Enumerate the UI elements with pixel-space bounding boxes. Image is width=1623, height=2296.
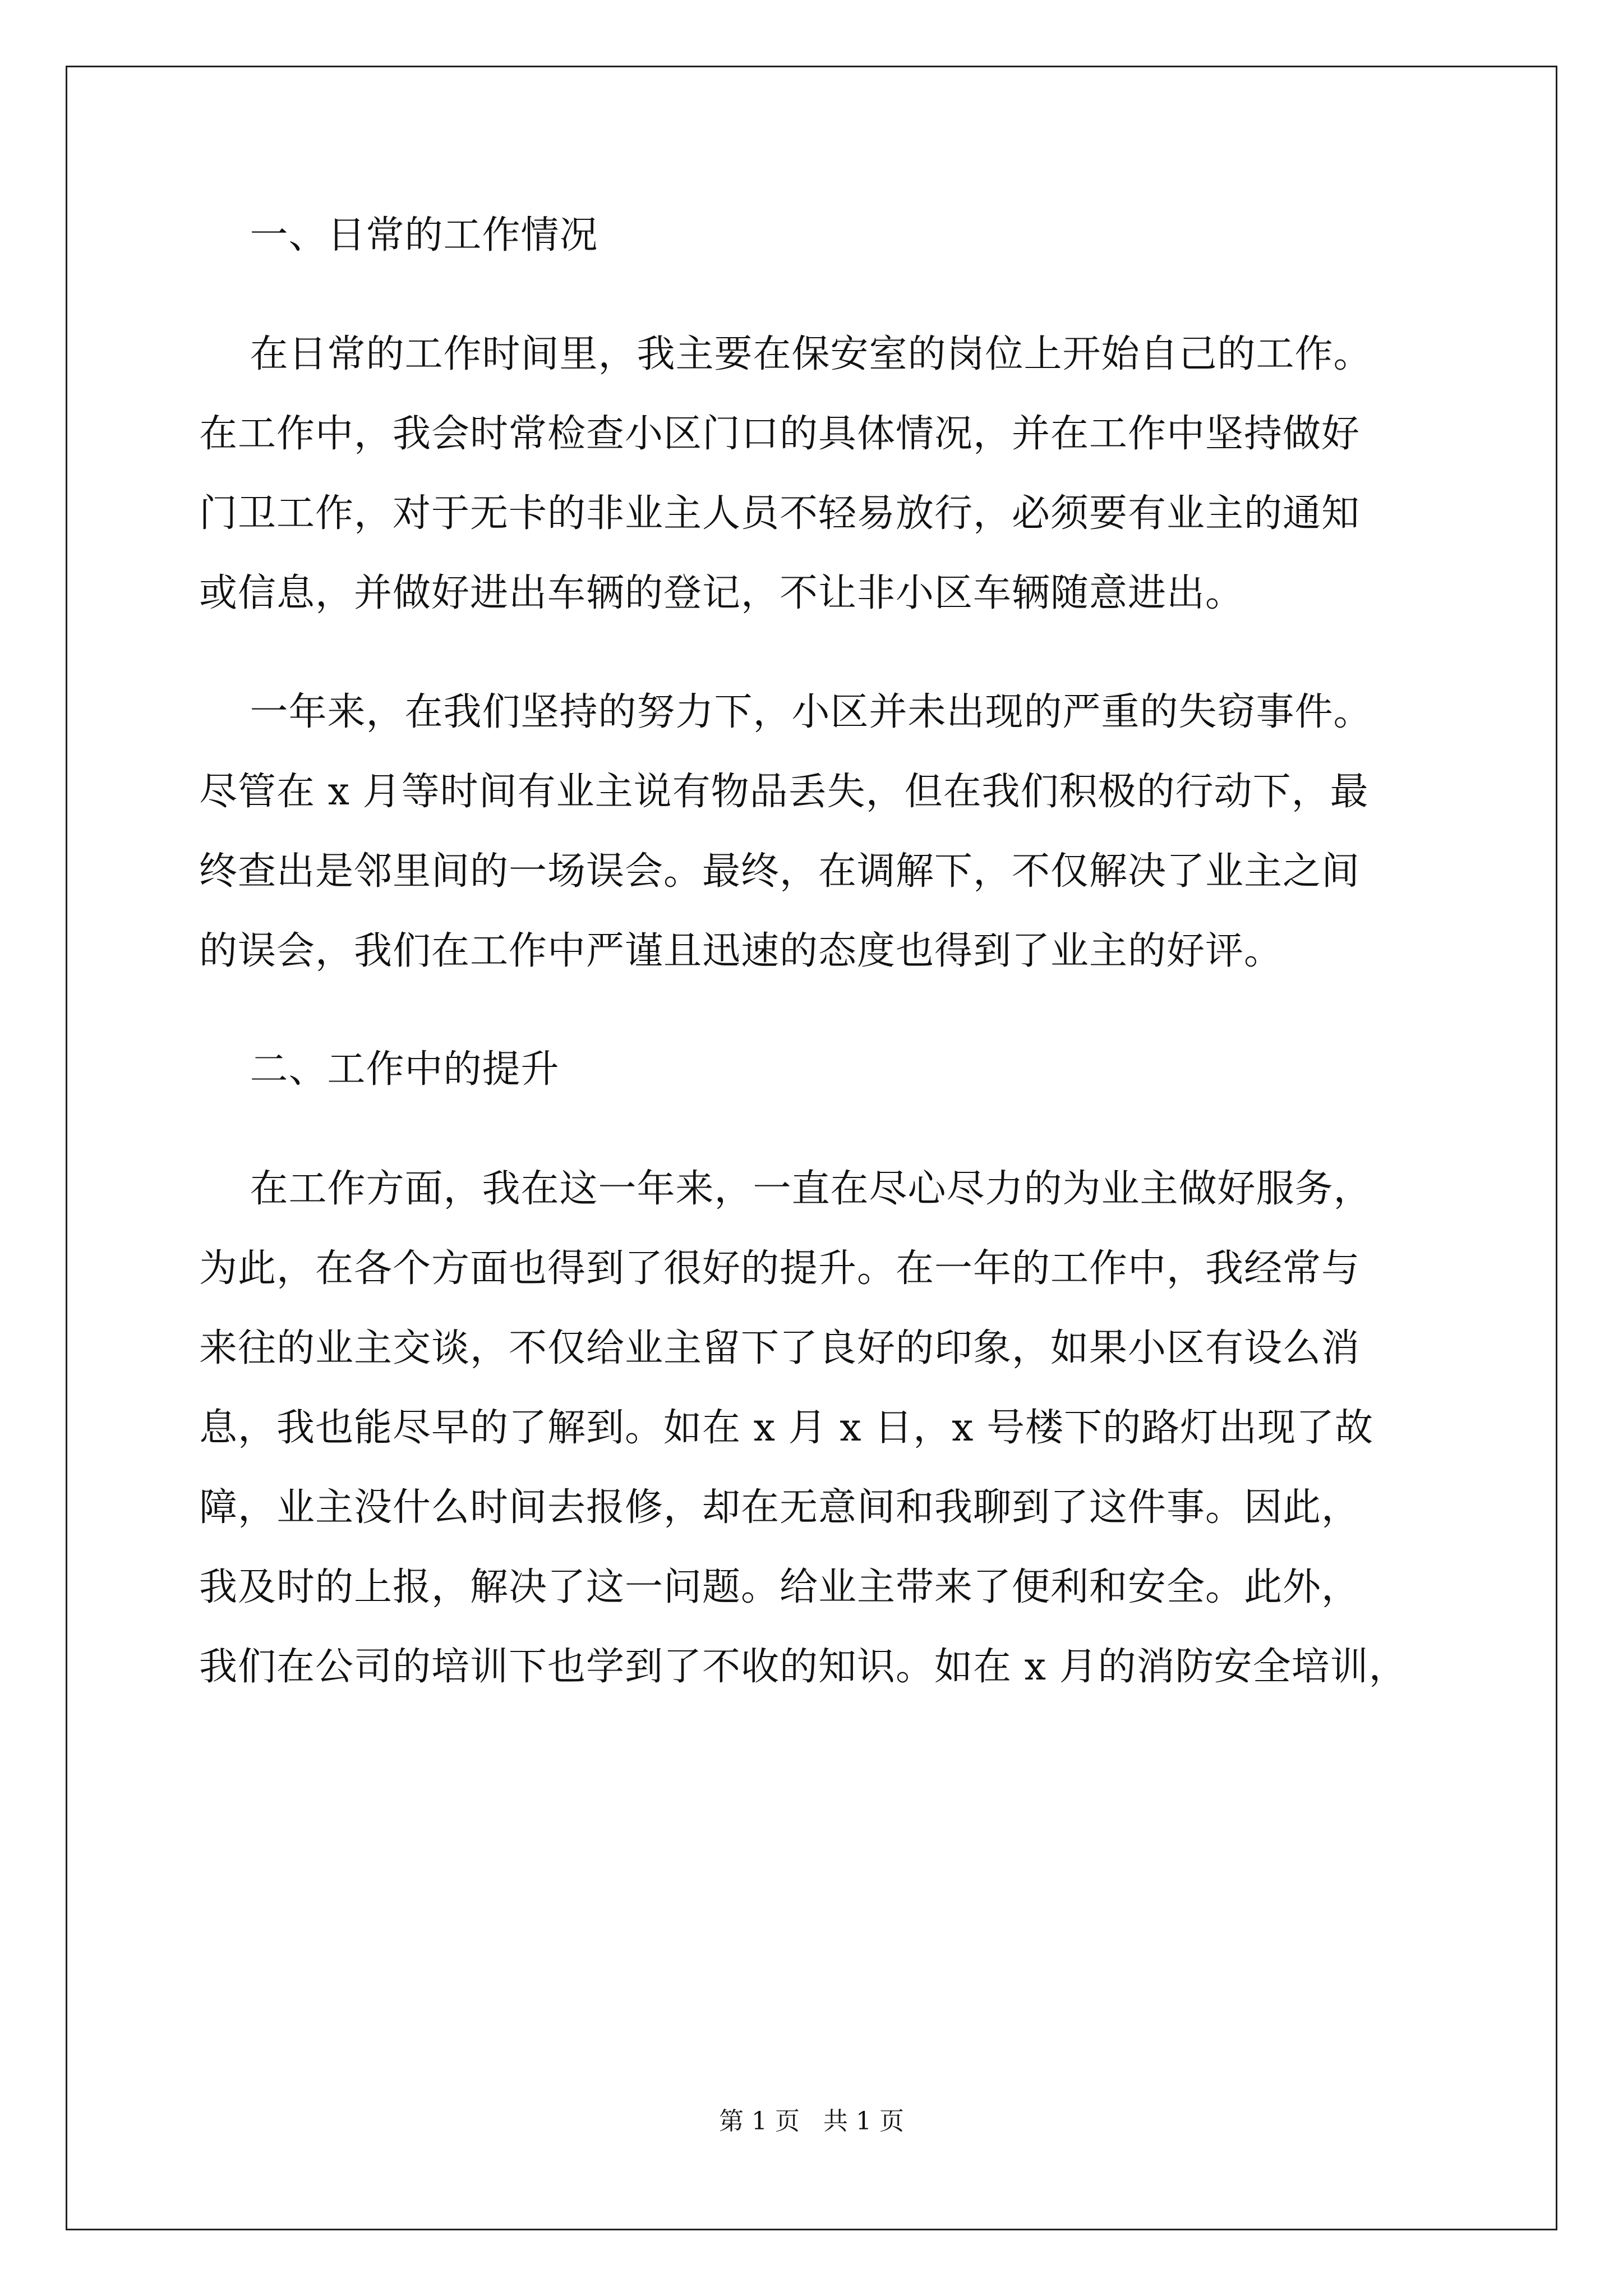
paragraph-line: 障，业主没什么时间去报修，却在无意间和我聊到了这件事。因此， [199, 1485, 1361, 1530]
paragraph-line: 在工作中，我会时常检查小区门口的具体情况，并在工作中坚持做好 [199, 412, 1361, 456]
paragraph-line: 尽管在 x 月等时间有业主说有物品丢失，但在我们积极的行动下，最 [199, 770, 1369, 814]
paragraph-line: 或信息，并做好进出车辆的登记，不让非小区车辆随意进出。 [199, 571, 1244, 615]
paragraph-line: 一年来，在我们坚持的努力下，小区并未出现的严重的失窃事件。 [199, 690, 1372, 734]
paragraph-line: 息，我也能尽早的了解到。如在 x 月 x 日，x 号楼下的路灯出现了故 [199, 1406, 1374, 1450]
page-footer: 第 1 页 共 1 页 [719, 2107, 904, 2136]
paragraph-line: 我们在公司的培训下也学到了不收的知识。如在 x 月的消防安全培训， [199, 1645, 1408, 1689]
paragraph-line: 终查出是邻里间的一场误会。最终，在调解下，不仅解决了业主之间 [199, 849, 1361, 894]
paragraph-line: 我及时的上报，解决了这一问题。给业主带来了便利和安全。此外， [199, 1565, 1361, 1609]
paragraph-line: 为此，在各个方面也得到了很好的提升。在一年的工作中，我经常与 [199, 1246, 1361, 1291]
section-heading: 二、工作中的提升 [199, 1047, 560, 1092]
paragraph-line: 来往的业主交谈，不仅给业主留下了良好的印象，如果小区有设么消 [199, 1326, 1361, 1370]
paragraph-line: 在日常的工作时间里，我主要在保安室的岗位上开始自己的工作。 [199, 332, 1372, 376]
paragraph-line: 在工作方面，我在这一年来，一直在尽心尽力的为业主做好服务， [199, 1167, 1372, 1211]
section-heading: 一、日常的工作情况 [199, 213, 598, 257]
paragraph-line: 门卫工作，对于无卡的非业主人员不轻易放行，必须要有业主的通知 [199, 491, 1361, 536]
paragraph-line: 的误会，我们在工作中严谨且迅速的态度也得到了业主的好评。 [199, 929, 1283, 973]
